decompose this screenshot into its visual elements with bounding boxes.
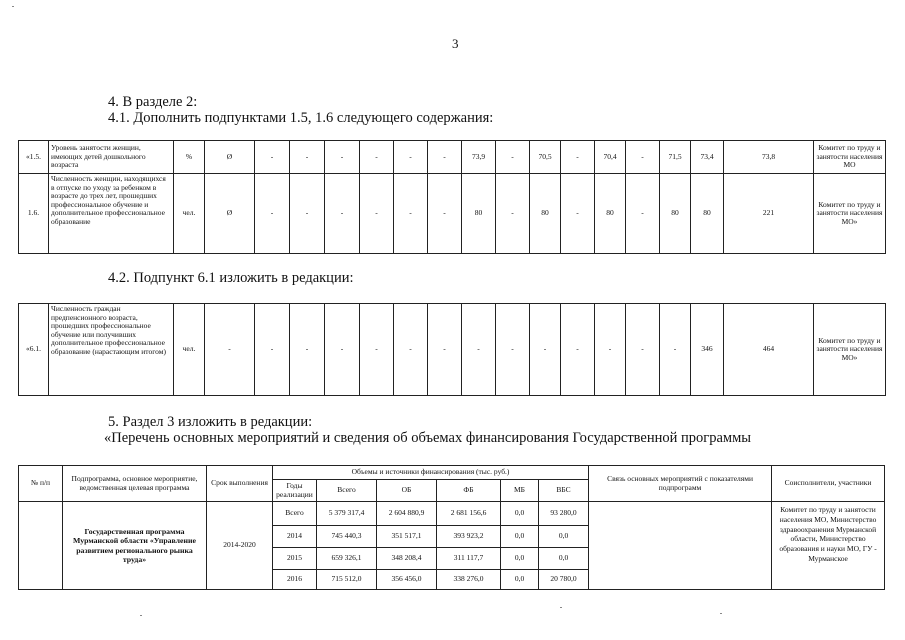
value-cell: - xyxy=(462,304,496,396)
indicator-name: Уровень занятости женщин, имеющих детей дошкольного возраста xyxy=(49,141,174,174)
value-cell: - xyxy=(496,304,530,396)
value-cell: 70,5 xyxy=(530,141,561,174)
value-cell: 80 xyxy=(462,174,496,254)
value-cell: - xyxy=(561,141,595,174)
header-link: Связь основных мероприятий с показателями подпрограмм xyxy=(589,466,772,502)
financing-table xyxy=(18,465,885,590)
value-cell: - xyxy=(360,174,394,254)
value-cell: - xyxy=(595,304,626,396)
header-coexec: Соисполнители, участники xyxy=(772,466,885,502)
table-row xyxy=(19,304,886,396)
header-num: № п/п xyxy=(19,466,63,502)
value-cell: - xyxy=(626,174,660,254)
scan-speck xyxy=(560,607,562,608)
year-cell: 2014 xyxy=(273,526,317,548)
value-cell: - xyxy=(626,304,660,396)
value-cell: - xyxy=(290,141,325,174)
heading-perechen: «Перечень основных мероприятий и сведения об объемах финансирования Государственной программы xyxy=(104,430,751,446)
value-cell: 73,9 xyxy=(462,141,496,174)
value-cell: - xyxy=(428,141,462,174)
mb-cell: 0,0 xyxy=(501,502,539,526)
indicators-table-1 xyxy=(18,140,886,254)
mb-cell: 0,0 xyxy=(501,548,539,570)
value-cell: - xyxy=(360,141,394,174)
indicators-table-2 xyxy=(18,303,886,396)
value-cell: - xyxy=(290,304,325,396)
vbs-cell: 0,0 xyxy=(539,548,589,570)
value-cell: 70,4 xyxy=(595,141,626,174)
header-mb: МБ xyxy=(501,480,539,502)
program-name: Государственная программа Мурманской области «Управление развитием регионального рынка труда» xyxy=(63,502,207,590)
header-vbs: ВБС xyxy=(539,480,589,502)
value-cell: - xyxy=(360,304,394,396)
header-total: Всего xyxy=(317,480,377,502)
num-cell xyxy=(19,502,63,590)
total-cell: 5 379 317,4 xyxy=(317,502,377,526)
fb-cell: 311 117,7 xyxy=(437,548,501,570)
value-cell: - xyxy=(428,304,462,396)
fb-cell: 393 923,2 xyxy=(437,526,501,548)
responsible-cell: Комитет по труду и занятости населения МО» xyxy=(814,304,886,396)
value-cell: 346 xyxy=(691,304,724,396)
value-cell: - xyxy=(205,304,255,396)
vbs-cell: 0,0 xyxy=(539,526,589,548)
link-cell xyxy=(589,502,772,590)
value-cell: - xyxy=(626,141,660,174)
value-cell: - xyxy=(290,174,325,254)
row-number: 1.6. xyxy=(19,174,49,254)
value-cell: - xyxy=(561,174,595,254)
heading-section-3: 5. Раздел 3 изложить в редакции: xyxy=(108,414,313,430)
heading-4-1: 4.1. Дополнить подпунктами 1.5, 1.6 следующего содержания: xyxy=(108,110,494,126)
value-cell: Ø xyxy=(205,174,255,254)
indicator-name: Численность граждан предпенсионного возраста, прошедших профессиональное обучение или получивших дополнительное профессиональное образование (нарастающим итогом) xyxy=(49,304,174,396)
vbs-cell: 20 780,0 xyxy=(539,570,589,590)
responsible-cell: Комитет по труду и занятости населения МО» xyxy=(814,174,886,254)
value-cell: 71,5 xyxy=(660,141,691,174)
total-cell: 745 440,3 xyxy=(317,526,377,548)
ob-cell: 356 456,0 xyxy=(377,570,437,590)
value-cell: - xyxy=(530,304,561,396)
scan-speck xyxy=(140,615,142,616)
fb-cell: 2 681 156,6 xyxy=(437,502,501,526)
header-years: Годы реализации xyxy=(273,480,317,502)
value-cell: 73,8 xyxy=(724,141,814,174)
value-cell: - xyxy=(255,304,290,396)
row-number: «6.1. xyxy=(19,304,49,396)
value-cell: - xyxy=(496,141,530,174)
table-row xyxy=(19,502,885,526)
value-cell: - xyxy=(394,141,428,174)
value-cell: 80 xyxy=(691,174,724,254)
value-cell: - xyxy=(561,304,595,396)
heading-section-2: 4. В разделе 2: xyxy=(108,94,198,110)
responsible-cell: Комитет по труду и занятости населения МО xyxy=(814,141,886,174)
unit-cell: чел. xyxy=(174,174,205,254)
indicator-name: Численность женщин, находящихся в отпуске по уходу за ребенком в возрасте до трех лет, прошедших профессиональное обучение и дополнительное профессиональное образование xyxy=(49,174,174,254)
row-number: «1.5. xyxy=(19,141,49,174)
header-funding: Объемы и источники финансирования (тыс. руб.) xyxy=(273,466,589,480)
total-cell: 715 512,0 xyxy=(317,570,377,590)
header-fb: ФБ xyxy=(437,480,501,502)
fb-cell: 338 276,0 xyxy=(437,570,501,590)
value-cell: - xyxy=(325,174,360,254)
value-cell: 80 xyxy=(595,174,626,254)
header-term: Срок выполнения xyxy=(207,466,273,502)
year-cell: Всего xyxy=(273,502,317,526)
ob-cell: 2 604 880,9 xyxy=(377,502,437,526)
scan-speck xyxy=(720,613,722,614)
total-cell: 659 326,1 xyxy=(317,548,377,570)
year-cell: 2016 xyxy=(273,570,317,590)
value-cell: - xyxy=(496,174,530,254)
mb-cell: 0,0 xyxy=(501,526,539,548)
ob-cell: 351 517,1 xyxy=(377,526,437,548)
unit-cell: чел. xyxy=(174,304,205,396)
value-cell: 73,4 xyxy=(691,141,724,174)
table-row xyxy=(19,174,886,254)
ob-cell: 348 208,4 xyxy=(377,548,437,570)
year-cell: 2015 xyxy=(273,548,317,570)
value-cell: - xyxy=(325,141,360,174)
heading-4-2: 4.2. Подпункт 6.1 изложить в редакции: xyxy=(108,270,354,286)
value-cell: - xyxy=(428,174,462,254)
value-cell: 80 xyxy=(660,174,691,254)
value-cell: 221 xyxy=(724,174,814,254)
value-cell: - xyxy=(325,304,360,396)
value-cell: - xyxy=(394,174,428,254)
term-cell: 2014-2020 xyxy=(207,502,273,590)
coexecutors-cell: Комитет по труду и занятости населения МО, Министерство здравоохранения Мурманской области, Министерство образования и науки МО, ГУ - Мурманское xyxy=(772,502,885,590)
table-row xyxy=(19,141,886,174)
page-number: 3 xyxy=(452,36,459,51)
value-cell: - xyxy=(660,304,691,396)
value-cell: - xyxy=(394,304,428,396)
header-ob: ОБ xyxy=(377,480,437,502)
value-cell: - xyxy=(255,174,290,254)
value-cell: 80 xyxy=(530,174,561,254)
vbs-cell: 93 280,0 xyxy=(539,502,589,526)
unit-cell: % xyxy=(174,141,205,174)
header-program: Подпрограмма, основное мероприятие, ведомственная целевая программа xyxy=(63,466,207,502)
scan-speck xyxy=(12,6,14,7)
value-cell: Ø xyxy=(205,141,255,174)
value-cell: 464 xyxy=(724,304,814,396)
mb-cell: 0,0 xyxy=(501,570,539,590)
value-cell: - xyxy=(255,141,290,174)
